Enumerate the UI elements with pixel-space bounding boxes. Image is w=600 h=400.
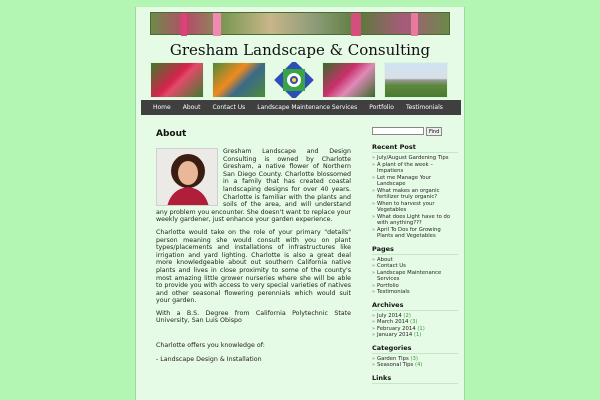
flower-decoration <box>213 13 221 36</box>
nav-contact-us[interactable]: Contact Us <box>212 104 246 111</box>
category-label[interactable]: Garden Tips <box>377 355 409 362</box>
site-header <box>150 12 450 100</box>
widget-title: Archives <box>372 301 458 311</box>
flower-decoration <box>181 13 187 36</box>
header-photo-strip <box>150 12 450 35</box>
archive-label[interactable]: January 2014 <box>377 332 413 338</box>
search-input[interactable] <box>372 127 424 135</box>
category-count: (3) <box>410 355 418 362</box>
about-paragraph: Gresham Landscape and Design Consulting is owned by Charlotte Gresham, a native flower of Northern San Diego County. Charlotte blossomed in a family that has created coastal landscaping designs for over 40 years. Charlotte is familiar with the plants and soils of the area, and will understand any problem you encounter. She doesn't want to replace your weekly gardener, just enhance your garden experience. <box>156 148 352 224</box>
widget-title: Categories <box>372 344 458 354</box>
page-container <box>135 7 465 400</box>
widget-pages <box>372 245 458 296</box>
main-nav <box>141 100 461 115</box>
page-link[interactable]: » About <box>372 257 458 264</box>
person-photo-icon <box>157 149 218 206</box>
category-label[interactable]: Seasonal Tips <box>377 362 414 368</box>
thumb-pink-flowers <box>322 62 376 98</box>
category-count: (4) <box>414 362 423 368</box>
page-link[interactable]: » Portfolio <box>372 283 458 290</box>
logo <box>274 62 314 98</box>
widget-archives <box>372 301 458 339</box>
nav-home[interactable]: Home <box>153 104 171 111</box>
recent-post-link[interactable]: » When to harvest your Vegetables <box>372 201 458 214</box>
widget-title: Pages <box>372 245 458 255</box>
widget-categories <box>372 344 458 369</box>
mandala-logo-icon <box>274 62 314 98</box>
recent-post-link[interactable]: » What does Light have to do with anything??? <box>372 214 458 227</box>
portrait-photo <box>156 148 218 206</box>
nav-landscape-maintenance[interactable]: Landscape Maintenance Services <box>257 104 358 111</box>
recent-post-link[interactable]: » What makes an organic fertilizer truly organic? <box>372 188 458 201</box>
archive-count: (1) <box>417 325 425 332</box>
nav-portfolio[interactable]: Portfolio <box>369 104 394 111</box>
archive-count: (2) <box>403 312 411 319</box>
page-link[interactable]: » Contact Us <box>372 263 458 270</box>
flower-decoration <box>351 13 361 36</box>
thumb-house-landscape <box>384 62 448 98</box>
archive-label[interactable]: March 2014 <box>377 319 409 325</box>
main-content <box>156 129 351 363</box>
archive-label[interactable]: February 2014 <box>377 325 416 332</box>
offer-item: - Landscape Design & Installation <box>156 355 262 363</box>
widget-recent-posts <box>372 143 458 240</box>
site-title[interactable]: Gresham Landscape & Consulting <box>169 41 431 59</box>
sidebar <box>372 127 458 386</box>
thumb-bird-of-paradise <box>212 62 266 98</box>
search-button[interactable]: Find <box>426 127 442 136</box>
offers-intro: Charlotte offers you knowledge of: <box>156 342 265 350</box>
flower-decoration <box>411 13 418 36</box>
widget-links <box>372 374 458 384</box>
nav-about[interactable]: About <box>182 104 201 111</box>
archive-count: (3) <box>410 319 418 325</box>
recent-post-link[interactable]: » April To Dos for Growing Plants and Vegetables <box>372 227 458 240</box>
about-paragraph: Charlotte would take on the role of your primary "details" person meaning she would consult with you on plant types/placements and installations of infrastructures like irrigation and yard lighting. Charlotte is also a great deal more knowledgeable about out southern California native plants and lives in close proximity to some of the county's most amazing little grower nurseries where she will be able to provide you with access to very special varieties of natives and other seasonal flowering perennials which would suit your garden. <box>156 228 351 305</box>
archive-link[interactable] <box>372 332 458 339</box>
nav-testimonials[interactable]: Testimonials <box>405 104 443 111</box>
widget-title: Recent Post <box>372 143 458 153</box>
recent-post-link[interactable]: » July/August Gardening Tips <box>372 155 458 162</box>
search-form <box>372 127 458 136</box>
page-link[interactable]: » Landscape Maintenance Services <box>372 270 458 283</box>
recent-post-link[interactable]: » Let me Manage Your Landscape <box>372 175 458 188</box>
thumb-red-flower <box>150 62 204 98</box>
archive-count: (1) <box>413 332 422 338</box>
recent-post-link[interactable]: » A plant of the week – Impatiens <box>372 162 458 175</box>
widget-title: Links <box>372 374 458 384</box>
page-link[interactable]: » Testimonials <box>372 289 458 296</box>
archive-label[interactable]: July 2014 <box>377 312 402 319</box>
page-title: About <box>156 129 187 139</box>
category-link[interactable] <box>372 362 458 369</box>
about-paragraph: With a B.S. Degree from California Polytechnic State University, San Luis Obispo <box>156 309 351 325</box>
